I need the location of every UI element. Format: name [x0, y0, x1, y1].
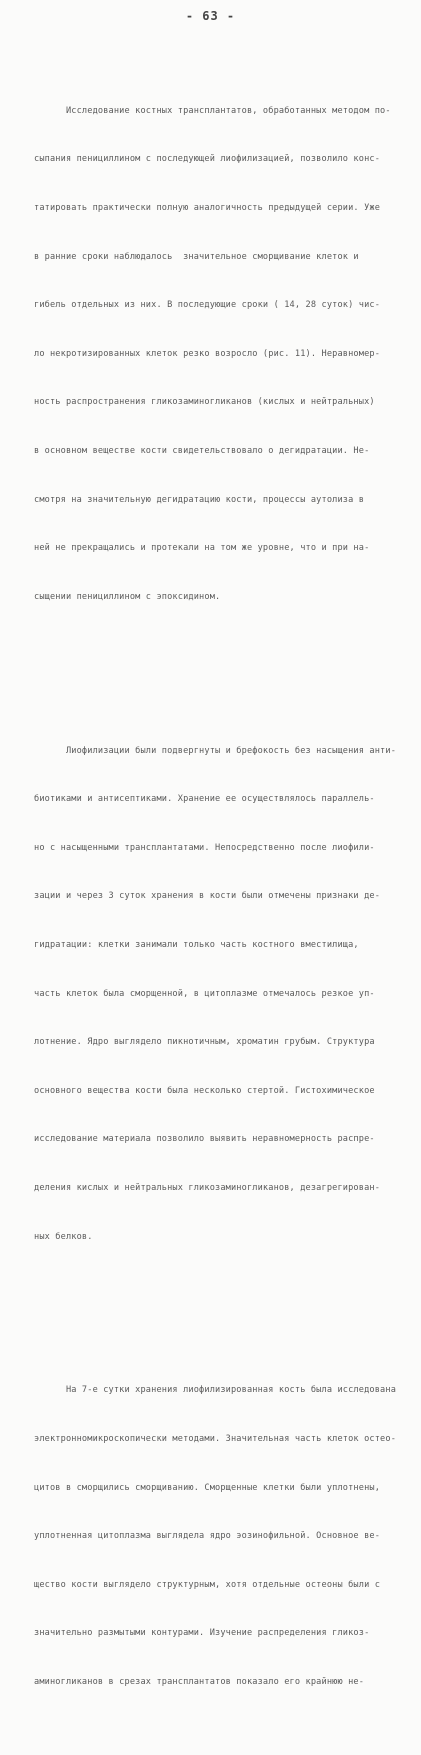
text-line: щество кости выглядело структурным, хотя отдельные остеоны были с	[34, 1579, 381, 1590]
text-line: Исследование костных трансплантатов, обработанных методом по-	[34, 105, 391, 116]
text-line: гибель отдельных из них. В последующие сроки ( 14, 28 суток) чис-	[34, 300, 381, 311]
text-line: ность распространения гликозаминогликанов (кислых и нейтральных)	[34, 397, 375, 408]
text-line: сыщении пенициллином с эпоксидином.	[34, 591, 221, 602]
text-line: ных белков.	[34, 1231, 93, 1242]
text-line: цитов в сморщились сморщиванию. Сморщенные клетки были уплотнены,	[34, 1482, 381, 1493]
text-line: уплотненная цитоплазма выглядела ядро эозинофильной. Основное ве-	[34, 1531, 381, 1542]
text-line: сыпания пенициллином с последующей лиофилизацией, позволило конс-	[34, 154, 381, 165]
text-line: в основном веществе кости свидетельствовало о дегидратации. Не-	[34, 445, 370, 456]
text-line: ней не прекращались и протекали на том же уровне, что и при на-	[34, 543, 370, 554]
text-line: гидратации: клетки занимали только часть костного вместилища,	[34, 939, 359, 950]
text-line: исследование материала позволило выявить неравномерность распре-	[34, 1134, 375, 1145]
paragraph-3	[34, 1350, 410, 1723]
paragraph-2	[34, 710, 410, 1277]
text-line: часть клеток была сморщенной, в цитоплазме отмечалось резкое уп-	[34, 988, 375, 999]
text-line: смотря на значительную дегидратацию кости, процессы аутолиза в	[34, 494, 365, 505]
page-number: - 63 -	[185, 9, 236, 23]
text-line: зации и через 3 суток хранения в кости были отмечены признаки де-	[34, 891, 381, 902]
text-line: На 7-е сутки хранения лиофилизированная кость была исследована	[34, 1385, 397, 1396]
paragraph-1	[34, 70, 410, 637]
text-line: Лиофилизации были подвергнуты и брефокость без насыщения анти-	[34, 745, 397, 756]
text-line: лотнение. Ядро выглядело пикнотичным, хроматин грубым. Структура	[34, 1037, 375, 1048]
text-line: татировать практически полную аналогичность предыдущей серии. Уже	[34, 203, 381, 213]
text-line: ло некротизированных клеток резко возросло (рис. 11). Неравномер-	[34, 348, 381, 359]
text-line: аминогликанов в срезах трансплантатов показало его крайнюю не-	[34, 1676, 365, 1687]
text-line: в ранние сроки наблюдалось значительное сморщивание клеток и	[34, 251, 359, 262]
text-line: но с насыщенными трансплантатами. Непосредственно после лиофили-	[34, 842, 375, 853]
text-line: биотиками и антисептиками. Хранение ее осуществлялось параллель-	[34, 794, 375, 805]
body-text	[34, 38, 410, 1755]
text-line: значительно размытыми контурами. Изучение распределения гликоз-	[34, 1628, 370, 1639]
text-line: деления кислых и нейтральных гликозаминогликанов, дезагрегирован-	[34, 1182, 381, 1193]
text-line: электронномикроскопически методами. Значительная часть клеток остео-	[34, 1433, 397, 1444]
text-line: основного вещества кости была несколько стертой. Гистохимическое	[34, 1085, 375, 1096]
